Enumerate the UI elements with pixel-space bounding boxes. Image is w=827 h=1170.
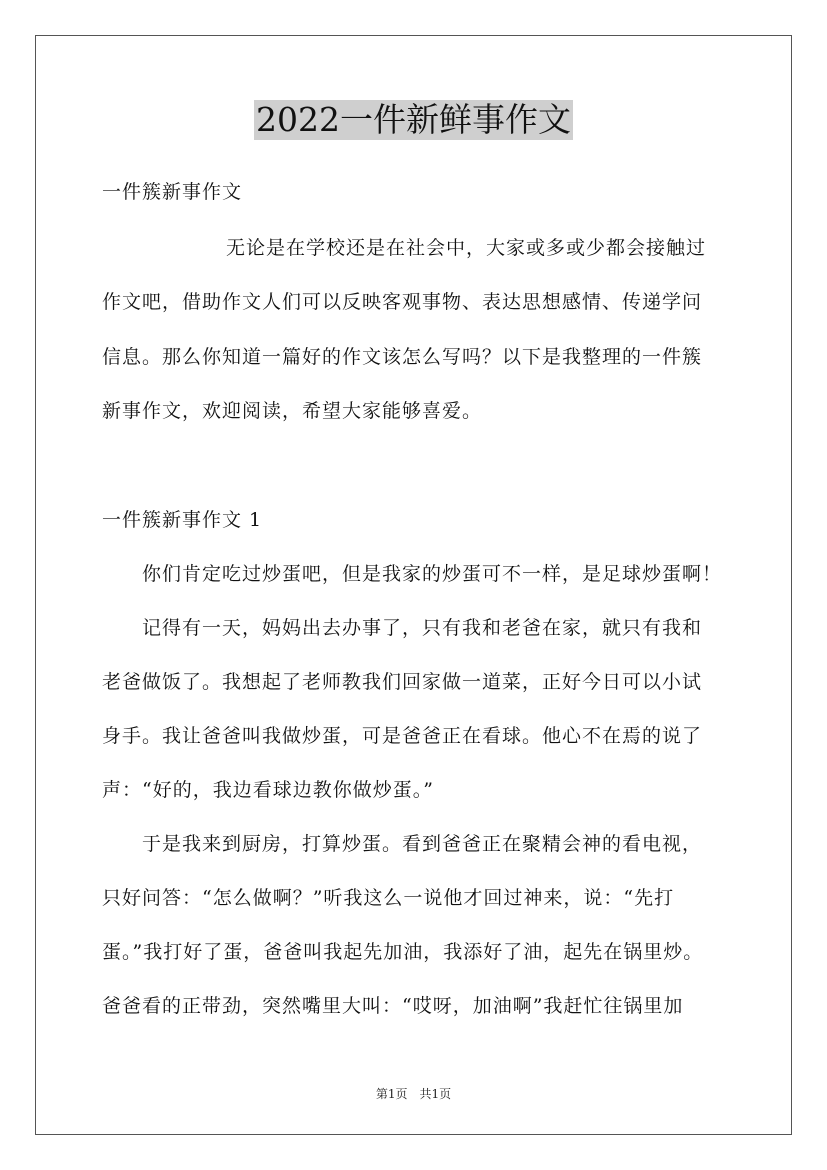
body-line: 蛋。”我打好了蛋，爸爸叫我起先加油，我添好了油，起先在锅里炒。	[102, 941, 704, 963]
body-line: 身手。我让爸爸叫我做炒蛋，可是爸爸正在看球。他心不在焉的说了	[102, 725, 703, 747]
body-line: 声：“好的，我边看球边教你做炒蛋。”	[102, 779, 434, 801]
intro-line: 新事作文，欢迎阅读，希望大家能够喜爱。	[102, 400, 483, 422]
intro-line: 信息。那么你知道一篇好的作文该怎么写吗？以下是我整理的一件簇	[102, 346, 703, 368]
page-number-footer: 第1页 共1页	[375, 1087, 452, 1101]
intro-line: 无论是在学校还是在社会中，大家或多或少都会接触过	[226, 237, 707, 259]
document-heading: 一件簇新事作文	[102, 181, 243, 203]
document-title: 2022一件新鲜事作文	[256, 100, 571, 139]
body-line: 记得有一天，妈妈出去办事了，只有我和老爸在家，就只有我和	[142, 617, 703, 639]
title-container	[0, 100, 827, 140]
body-line: 老爸做饭了。我想起了老师教我们回家做一道菜，正好今日可以小试	[102, 671, 703, 693]
body-line: 只好问答：“怎么做啊？”听我这么一说他才回过神来，说：“先打	[102, 887, 675, 909]
body-line: 爸爸看的正带劲，突然嘴里大叫：“哎呀，加油啊”我赶忙往锅里加	[102, 995, 684, 1017]
body-line: 你们肯定吃过炒蛋吧，但是我家的炒蛋可不一样，是足球炒蛋啊！	[142, 563, 723, 585]
intro-line: 作文吧，借助作文人们可以反映客观事物、表达思想感情、传递学问	[102, 291, 703, 313]
section-heading: 一件簇新事作文 1	[102, 509, 263, 531]
body-line: 于是我来到厨房，打算炒蛋。看到爸爸正在聚精会神的看电视，	[142, 833, 703, 855]
